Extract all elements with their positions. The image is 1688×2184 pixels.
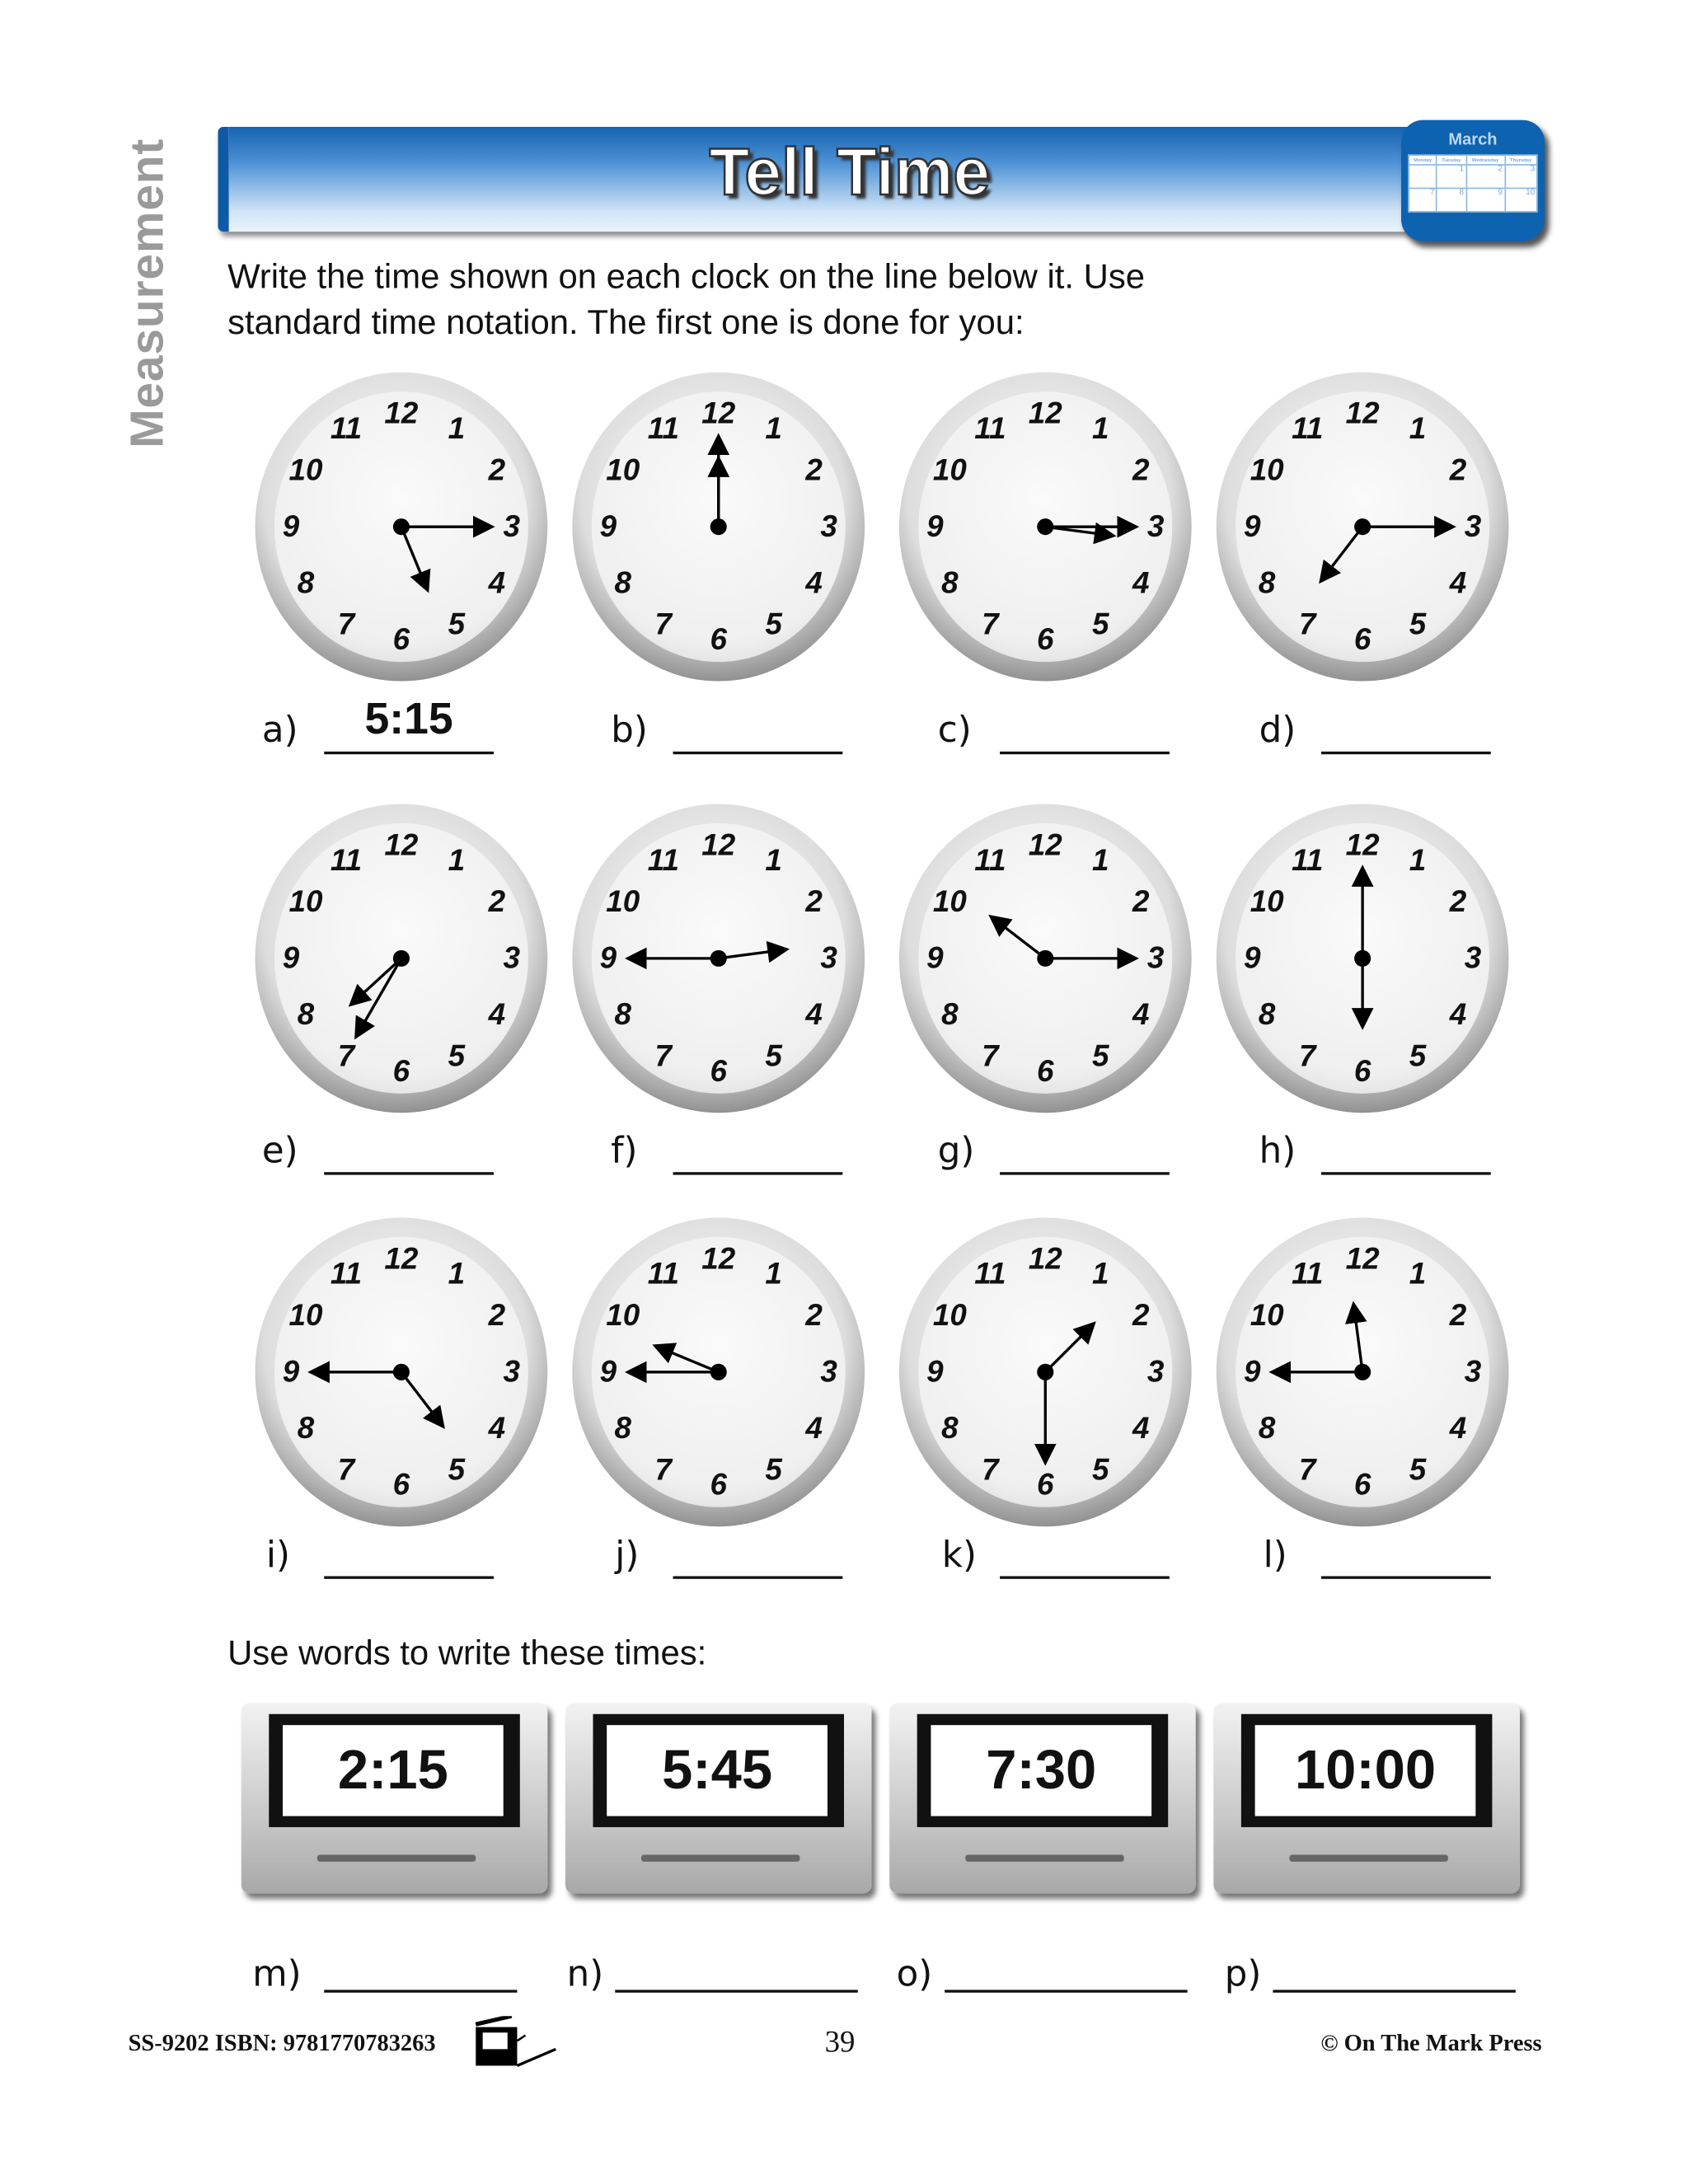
clock-hands xyxy=(572,804,865,1113)
digital-clock xyxy=(889,1703,1195,1893)
clock-number: 6 xyxy=(710,1467,727,1502)
calendar-date: 7 xyxy=(1409,188,1437,211)
hour-hand xyxy=(719,949,785,958)
answer-label: o) xyxy=(896,1953,933,1996)
clock-number: 8 xyxy=(941,1410,959,1446)
clock-number: 1 xyxy=(765,842,782,878)
clock-pivot xyxy=(1037,518,1053,535)
answer-text: 5:15 xyxy=(364,693,453,743)
answer-line[interactable] xyxy=(324,1576,494,1578)
clock-number: 11 xyxy=(330,1256,363,1291)
clock-pivot xyxy=(1354,1364,1371,1380)
clock-number: 5 xyxy=(765,1451,782,1487)
clock-number: 9 xyxy=(926,1354,944,1389)
calendar-date: 3 xyxy=(1504,165,1536,188)
clock-number: 1 xyxy=(765,410,782,446)
clock-hands xyxy=(899,373,1192,682)
answer-label: m) xyxy=(252,1953,302,1996)
clock-number: 2 xyxy=(805,883,823,919)
answer-label: b) xyxy=(611,710,648,752)
calendar-month: March xyxy=(1448,129,1498,149)
clock-number: 3 xyxy=(1146,509,1165,544)
clock-number: 3 xyxy=(503,940,521,975)
answer-label: n) xyxy=(566,1953,604,1996)
hour-hand xyxy=(353,958,401,1003)
clock-number: 10 xyxy=(288,452,323,487)
clock-number: 4 xyxy=(1449,1410,1467,1446)
clock-number: 2 xyxy=(1132,1297,1150,1333)
clock-pivot xyxy=(393,1364,410,1380)
clock-number: 7 xyxy=(654,607,673,642)
clock-number: 3 xyxy=(820,1354,837,1389)
clock-number: 12 xyxy=(1345,1240,1380,1276)
clock-number: 9 xyxy=(599,509,617,544)
clock-hands xyxy=(256,1217,548,1526)
clock-number: 8 xyxy=(297,565,315,600)
clock-number: 8 xyxy=(1258,996,1276,1032)
clock-pivot xyxy=(710,518,727,535)
clock-number: 11 xyxy=(974,1256,1006,1291)
clock-number: 5 xyxy=(448,1451,466,1487)
clock-number: 10 xyxy=(932,452,967,487)
clock-number: 5 xyxy=(1409,607,1427,642)
clock-number: 4 xyxy=(805,1410,823,1446)
clock-number: 8 xyxy=(297,1410,315,1446)
clock-number: 4 xyxy=(488,996,506,1032)
clock-number: 4 xyxy=(1132,996,1150,1032)
answer-label: h) xyxy=(1259,1131,1296,1173)
calendar-date xyxy=(1409,165,1437,188)
clock-number: 2 xyxy=(488,1297,506,1333)
hour-hand xyxy=(1045,1325,1092,1372)
analog-clock xyxy=(256,373,548,682)
clock-number: 12 xyxy=(701,396,736,431)
clock-number: 6 xyxy=(1037,1053,1054,1089)
clock-number: 2 xyxy=(1449,1297,1467,1333)
clock-pivot xyxy=(1354,950,1371,967)
clock-number: 9 xyxy=(1244,940,1261,975)
clock-number: 11 xyxy=(330,842,363,878)
calendar-day: Wednesday xyxy=(1466,155,1505,165)
clock-number: 10 xyxy=(1250,452,1284,487)
hour-hand xyxy=(993,918,1046,958)
clock-number: 7 xyxy=(1298,607,1316,642)
clock-hands xyxy=(1217,804,1509,1113)
digital-time: 10:00 xyxy=(1255,1725,1476,1816)
answer-label: e) xyxy=(261,1131,298,1173)
calendar-date: 10 xyxy=(1504,188,1536,211)
clock-number: 8 xyxy=(1258,565,1276,600)
clock-number: 8 xyxy=(941,996,959,1032)
digital-clock xyxy=(241,1703,547,1893)
side-label: Measurement xyxy=(121,138,174,448)
clock-number: 10 xyxy=(606,883,640,919)
clock-number: 12 xyxy=(384,396,419,431)
clock-number: 11 xyxy=(647,410,679,446)
calendar-day: Monday xyxy=(1409,155,1437,165)
clock-number: 12 xyxy=(384,827,419,862)
answer-line[interactable] xyxy=(1273,1990,1515,1992)
clock-number: 3 xyxy=(503,1354,521,1389)
clock-number: 7 xyxy=(337,1038,355,1073)
analog-clock xyxy=(572,373,865,682)
clock-number: 8 xyxy=(614,1410,632,1446)
clock-number: 11 xyxy=(974,842,1006,878)
clock-number: 1 xyxy=(1091,410,1109,446)
answer-line[interactable] xyxy=(1000,1576,1170,1578)
answer-label: d) xyxy=(1259,710,1296,752)
clock-hands xyxy=(899,1217,1192,1526)
clock-number: 7 xyxy=(654,1038,673,1073)
clock-number: 3 xyxy=(1146,940,1165,975)
clock-number: 2 xyxy=(488,883,506,919)
clock-hands xyxy=(1217,1217,1509,1526)
clock-number: 5 xyxy=(448,1038,466,1073)
answer-label: g) xyxy=(937,1131,975,1173)
instructions: Write the time shown on each clock on the line below it. Use standard time notation. The first one is done for you: xyxy=(227,257,1146,342)
clock-number: 4 xyxy=(1449,996,1467,1032)
clock-screen xyxy=(269,1714,520,1827)
digital-clock xyxy=(1213,1703,1519,1893)
clock-number: 9 xyxy=(282,509,300,544)
answer-line[interactable] xyxy=(1000,752,1170,754)
clock-number: 2 xyxy=(805,1297,823,1333)
clock-number: 3 xyxy=(1464,1354,1482,1389)
answer-line[interactable] xyxy=(1321,752,1491,754)
digital-clock xyxy=(565,1703,871,1893)
clock-number: 9 xyxy=(1244,1354,1261,1389)
clock-number: 1 xyxy=(448,410,466,446)
clock-number: 10 xyxy=(288,1297,323,1333)
clock-number: 5 xyxy=(1091,1038,1109,1073)
clock-hands xyxy=(256,804,548,1113)
answer-line[interactable] xyxy=(673,1172,843,1174)
clock-number: 6 xyxy=(1037,621,1054,657)
digital-time: 7:30 xyxy=(931,1725,1151,1816)
clock-number: 12 xyxy=(701,827,736,862)
answer-line[interactable] xyxy=(324,752,494,754)
answer-line[interactable] xyxy=(324,1990,517,1992)
calendar-date: 2 xyxy=(1466,165,1505,188)
clock-number: 11 xyxy=(1292,410,1324,446)
clock-number: 1 xyxy=(1091,842,1109,878)
answer-line[interactable] xyxy=(1321,1576,1491,1578)
words-instruction: Use words to write these times: xyxy=(227,1633,707,1673)
clock-number: 8 xyxy=(1258,1410,1276,1446)
clock-number: 3 xyxy=(1146,1354,1165,1389)
clock-number: 2 xyxy=(1132,452,1150,487)
clock-number: 5 xyxy=(448,607,466,642)
clock-number: 2 xyxy=(1132,883,1150,919)
footer-code: SS-9202 ISBN: 9781770783263 xyxy=(128,2029,436,2056)
copier-icon xyxy=(473,2016,570,2069)
analog-clock xyxy=(1217,804,1509,1113)
clock-pivot xyxy=(1037,950,1053,967)
clock-number: 3 xyxy=(820,940,837,975)
hour-hand xyxy=(401,527,427,588)
clock-number: 7 xyxy=(982,607,999,642)
clock-number: 12 xyxy=(701,1240,736,1276)
clock-number: 6 xyxy=(1353,621,1372,657)
clock-number: 8 xyxy=(297,996,315,1032)
answer-line[interactable] xyxy=(1321,1172,1491,1174)
answer-label: f) xyxy=(611,1131,638,1173)
clock-number: 7 xyxy=(654,1451,673,1487)
analog-clock xyxy=(1217,373,1509,682)
calendar-icon xyxy=(1401,120,1545,241)
speaker-grill xyxy=(1289,1854,1447,1861)
answer-label: l) xyxy=(1263,1535,1287,1577)
clock-hands xyxy=(572,1217,865,1526)
answer-label: j) xyxy=(615,1535,640,1577)
page-title: Tell Time xyxy=(709,136,991,210)
clock-number: 5 xyxy=(1091,1451,1109,1487)
clock-number: 2 xyxy=(1449,452,1467,487)
calendar-day: Tuesday xyxy=(1437,155,1465,165)
clock-number: 6 xyxy=(710,1053,727,1089)
clock-number: 4 xyxy=(1132,565,1150,600)
clock-number: 10 xyxy=(1250,1297,1284,1333)
clock-number: 1 xyxy=(765,1256,782,1291)
answer-label: p) xyxy=(1224,1953,1262,1996)
speaker-grill xyxy=(317,1854,476,1861)
digital-time: 5:45 xyxy=(607,1725,828,1816)
clock-number: 6 xyxy=(710,621,727,657)
answer-line[interactable] xyxy=(673,1576,843,1578)
clock-number: 2 xyxy=(1449,883,1467,919)
clock-number: 12 xyxy=(1028,396,1062,431)
clock-number: 6 xyxy=(392,1467,410,1502)
title-banner xyxy=(218,127,1470,232)
analog-clock xyxy=(899,373,1192,682)
clock-number: 1 xyxy=(1409,410,1427,446)
clock-number: 1 xyxy=(1409,1256,1427,1291)
clock-number: 1 xyxy=(448,842,466,878)
clock-pivot xyxy=(710,950,727,967)
clock-number: 6 xyxy=(392,621,410,657)
analog-clock xyxy=(572,1217,865,1526)
answer-label: k) xyxy=(941,1535,977,1577)
clock-number: 4 xyxy=(1132,1410,1150,1446)
hour-hand xyxy=(401,1372,442,1425)
clock-number: 4 xyxy=(1449,565,1467,600)
analog-clock xyxy=(572,804,865,1113)
answer-line[interactable] xyxy=(945,1990,1187,1992)
clock-number: 4 xyxy=(805,565,823,600)
clock-number: 10 xyxy=(932,1297,967,1333)
hour-hand xyxy=(658,1347,719,1372)
calendar-day: Thursday xyxy=(1504,155,1536,165)
clock-number: 3 xyxy=(503,509,521,544)
hour-hand xyxy=(1354,1306,1362,1372)
clock-screen xyxy=(1241,1714,1493,1827)
clock-number: 7 xyxy=(1298,1038,1316,1073)
digital-time: 2:15 xyxy=(283,1725,504,1816)
clock-screen xyxy=(593,1714,844,1827)
analog-clock xyxy=(256,804,548,1113)
clock-number: 6 xyxy=(1353,1053,1372,1089)
clock-number: 8 xyxy=(941,565,959,600)
clock-number: 7 xyxy=(982,1451,999,1487)
minute-hand xyxy=(357,958,401,1035)
clock-number: 10 xyxy=(932,883,967,919)
clock-number: 6 xyxy=(1037,1467,1054,1502)
clock-number: 9 xyxy=(599,1354,617,1389)
speaker-grill xyxy=(965,1854,1123,1861)
clock-number: 1 xyxy=(448,1256,466,1291)
analog-clock xyxy=(899,804,1192,1113)
clock-number: 5 xyxy=(1091,607,1109,642)
clock-number: 8 xyxy=(614,996,632,1032)
clock-number: 9 xyxy=(1244,509,1261,544)
clock-number: 6 xyxy=(392,1053,410,1089)
clock-number: 4 xyxy=(488,1410,506,1446)
answer-label: i) xyxy=(265,1535,290,1577)
clock-number: 6 xyxy=(1353,1467,1372,1502)
analog-clock xyxy=(899,1217,1192,1526)
clock-number: 2 xyxy=(488,452,506,487)
clock-number: 7 xyxy=(982,1038,999,1073)
clock-number: 11 xyxy=(1292,1256,1324,1291)
clock-number: 12 xyxy=(1028,827,1062,862)
clock-pivot xyxy=(710,1364,727,1380)
clock-number: 1 xyxy=(1409,842,1427,878)
answer-label: c) xyxy=(937,710,972,752)
answer-line[interactable] xyxy=(324,1172,494,1174)
page-number: 39 xyxy=(824,2024,856,2060)
clock-screen xyxy=(917,1714,1169,1827)
clock-pivot xyxy=(1037,1364,1053,1380)
clock-number: 10 xyxy=(606,452,640,487)
clock-number: 7 xyxy=(337,607,355,642)
clock-number: 3 xyxy=(1464,940,1482,975)
clock-hands xyxy=(899,804,1192,1113)
clock-number: 12 xyxy=(384,1240,419,1276)
clock-number: 5 xyxy=(765,607,782,642)
clock-number: 1 xyxy=(1091,1256,1109,1291)
clock-hands xyxy=(1217,373,1509,682)
clock-hands xyxy=(256,373,548,682)
analog-clock xyxy=(1217,1217,1509,1526)
answer-line[interactable] xyxy=(673,752,843,754)
clock-number: 8 xyxy=(614,565,632,600)
clock-number: 9 xyxy=(282,1354,300,1389)
clock-number: 3 xyxy=(1464,509,1482,544)
clock-number: 4 xyxy=(805,996,823,1032)
calendar-grid xyxy=(1408,154,1537,212)
clock-pivot xyxy=(393,518,410,535)
clock-pivot xyxy=(393,950,410,967)
clock-number: 11 xyxy=(330,410,363,446)
clock-pivot xyxy=(1354,518,1371,535)
clock-number: 11 xyxy=(974,410,1006,446)
clock-number: 9 xyxy=(926,509,944,544)
clock-number: 9 xyxy=(599,940,617,975)
answer-line[interactable] xyxy=(1000,1172,1170,1174)
clock-number: 11 xyxy=(1292,842,1324,878)
clock-number: 5 xyxy=(1409,1451,1427,1487)
copyright: © On The Mark Press xyxy=(1320,2029,1542,2056)
answer-line[interactable] xyxy=(615,1990,857,1992)
clock-number: 7 xyxy=(1298,1451,1316,1487)
clock-number: 5 xyxy=(1409,1038,1427,1073)
clock-number: 12 xyxy=(1345,827,1380,862)
calendar-date: 1 xyxy=(1437,165,1465,188)
clock-number: 4 xyxy=(488,565,506,600)
clock-number: 10 xyxy=(288,883,323,919)
clock-number: 12 xyxy=(1028,1240,1062,1276)
answer-label: a) xyxy=(261,710,298,752)
clock-number: 11 xyxy=(647,842,679,878)
clock-number: 12 xyxy=(1345,396,1380,431)
clock-hands xyxy=(572,373,865,682)
clock-number: 10 xyxy=(606,1297,640,1333)
clock-number: 11 xyxy=(647,1256,679,1291)
calendar-date: 8 xyxy=(1437,188,1465,211)
clock-number: 10 xyxy=(1250,883,1284,919)
clock-number: 5 xyxy=(765,1038,782,1073)
analog-clock xyxy=(256,1217,548,1526)
clock-number: 9 xyxy=(926,940,944,975)
speaker-grill xyxy=(641,1854,799,1861)
calendar-date: 9 xyxy=(1466,188,1505,211)
clock-number: 3 xyxy=(820,509,837,544)
hour-hand xyxy=(1322,527,1362,579)
clock-number: 7 xyxy=(337,1451,355,1487)
clock-number: 9 xyxy=(282,940,300,975)
clock-number: 2 xyxy=(805,452,823,487)
